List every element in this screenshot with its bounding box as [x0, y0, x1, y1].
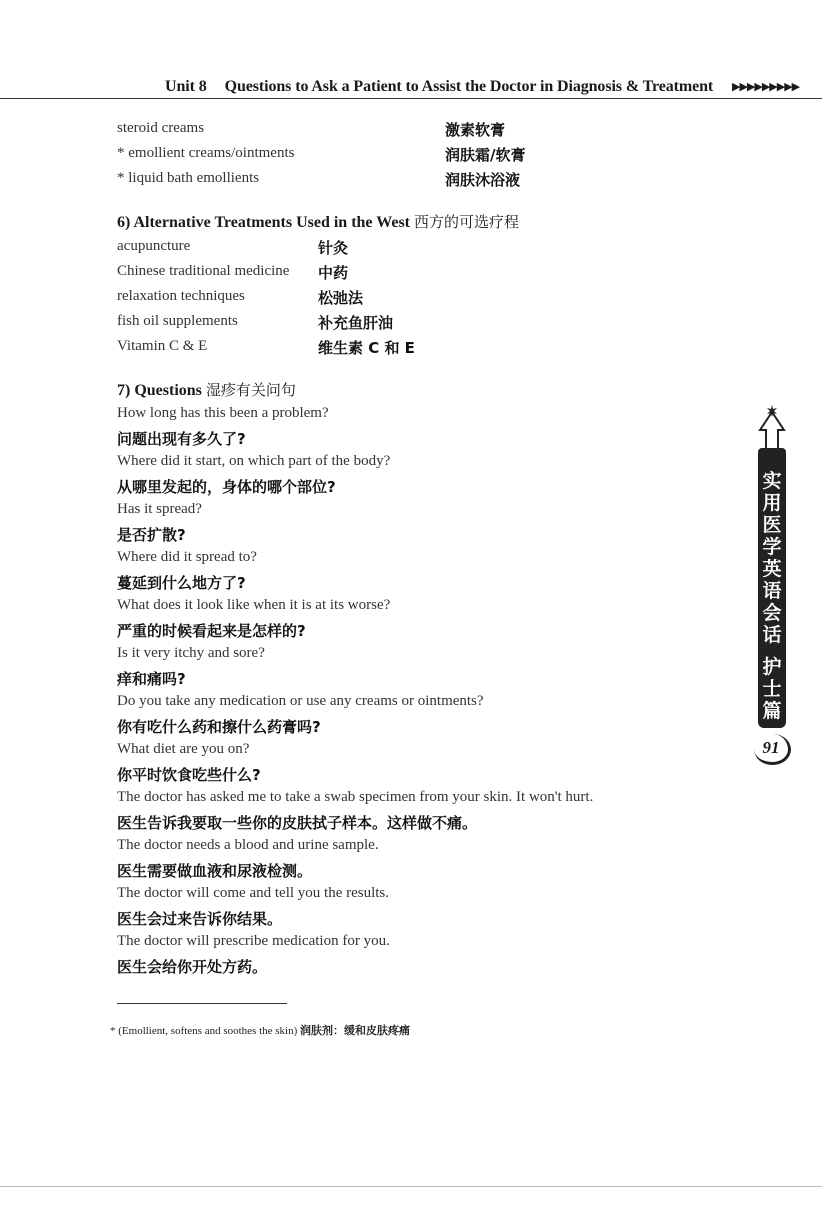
statement-en: The doctor needs a blood and urine sample. — [117, 837, 379, 853]
question-en: What does it look like when it is at its worse? — [117, 597, 391, 613]
question-en: Where did it spread to? — [117, 549, 257, 565]
question-en: What diet are you on? — [117, 741, 250, 757]
statement-zh: 医生需要做血液和尿液检测。 — [117, 862, 313, 880]
statement-en: The doctor will prescribe medication for you. — [117, 933, 390, 949]
question-zh: 严重的时候看起来是怎样的? — [117, 622, 306, 640]
term-en: fish oil supplements — [117, 313, 238, 329]
header-arrows: ▶▶▶▶▶▶▶▶▶ — [732, 81, 800, 93]
statement-zh: 医生会过来告诉你结果。 — [117, 910, 283, 928]
book-title: 实用医学英语会话 — [762, 470, 782, 646]
question-zh: 蔓延到什么地方了? — [117, 574, 246, 592]
statement-en: The doctor will come and tell you the results. — [117, 885, 390, 901]
term-en: steroid creams — [117, 120, 205, 136]
question-zh: 你有吃什么药和擦什么药膏吗? — [117, 718, 321, 736]
term-zh: 维生素 C 和 E — [318, 339, 415, 357]
term-en: relaxation techniques — [117, 288, 245, 304]
term-zh: 中药 — [318, 264, 349, 282]
question-zh: 问题出现有多久了? — [117, 430, 246, 448]
question-zh: 你平时饮食吃些什么? — [117, 766, 261, 784]
term-en: Vitamin C & E — [117, 338, 208, 354]
term-zh: 松弛法 — [318, 289, 364, 307]
question-en: Is it very itchy and sore? — [117, 645, 265, 661]
statement-zh: 医生告诉我要取一些你的皮肤拭子样本。这样做不痛。 — [117, 814, 478, 832]
term-en: Chinese traditional medicine — [117, 263, 290, 279]
statement-zh: 医生会给你开处方药。 — [117, 958, 268, 976]
question-en: Has it spread? — [117, 501, 202, 517]
arrow-star-icon — [752, 404, 792, 452]
question-en: How long has this been a problem? — [117, 405, 329, 421]
question-zh: 是否扩散? — [117, 526, 186, 544]
header-rule — [0, 98, 822, 99]
page-bottom-rule — [0, 1186, 822, 1187]
section-7-heading: 7) Questions 湿疹有关问句 — [117, 381, 296, 399]
term-en: * liquid bath emollients — [117, 170, 260, 186]
running-header — [165, 78, 713, 96]
term-en: * emollient creams/ointments — [117, 145, 295, 161]
page-number: 91 — [754, 734, 791, 765]
section-6-heading: 6) Alternative Treatments Used in the West 西方的可选疗程 — [117, 213, 520, 231]
chapter-title: Questions to Ask a Patient to Assist the Doctor in Diagnosis & Treatment — [224, 78, 714, 95]
question-zh: 从哪里发起的，身体的哪个部位? — [117, 478, 336, 496]
term-zh: 补充鱼肝油 — [318, 314, 394, 332]
footnote-rule — [117, 1003, 287, 1004]
term-zh: 激素软膏 — [445, 121, 506, 139]
statement-en: The doctor has asked me to take a swab specimen from your skin. It won't hurt. — [117, 789, 594, 805]
question-en: Where did it start, on which part of the body? — [117, 453, 391, 469]
question-zh: 痒和痛吗? — [117, 670, 186, 688]
term-zh: 润肤沐浴液 — [445, 171, 521, 189]
term-zh: 润肤霜/软膏 — [445, 146, 526, 164]
question-en: Do you take any medication or use any creams or ointments? — [117, 693, 484, 709]
side-tab-text — [758, 470, 786, 722]
unit-label: Unit 8 — [165, 78, 207, 95]
term-en: acupuncture — [117, 238, 191, 254]
term-zh: 针灸 — [318, 239, 349, 257]
book-subtitle: 护士篇 — [762, 656, 782, 722]
footnote: * (Emollient, softens and soothes the skin) 润肤剂：缓和皮肤疼痛 — [110, 1024, 411, 1037]
